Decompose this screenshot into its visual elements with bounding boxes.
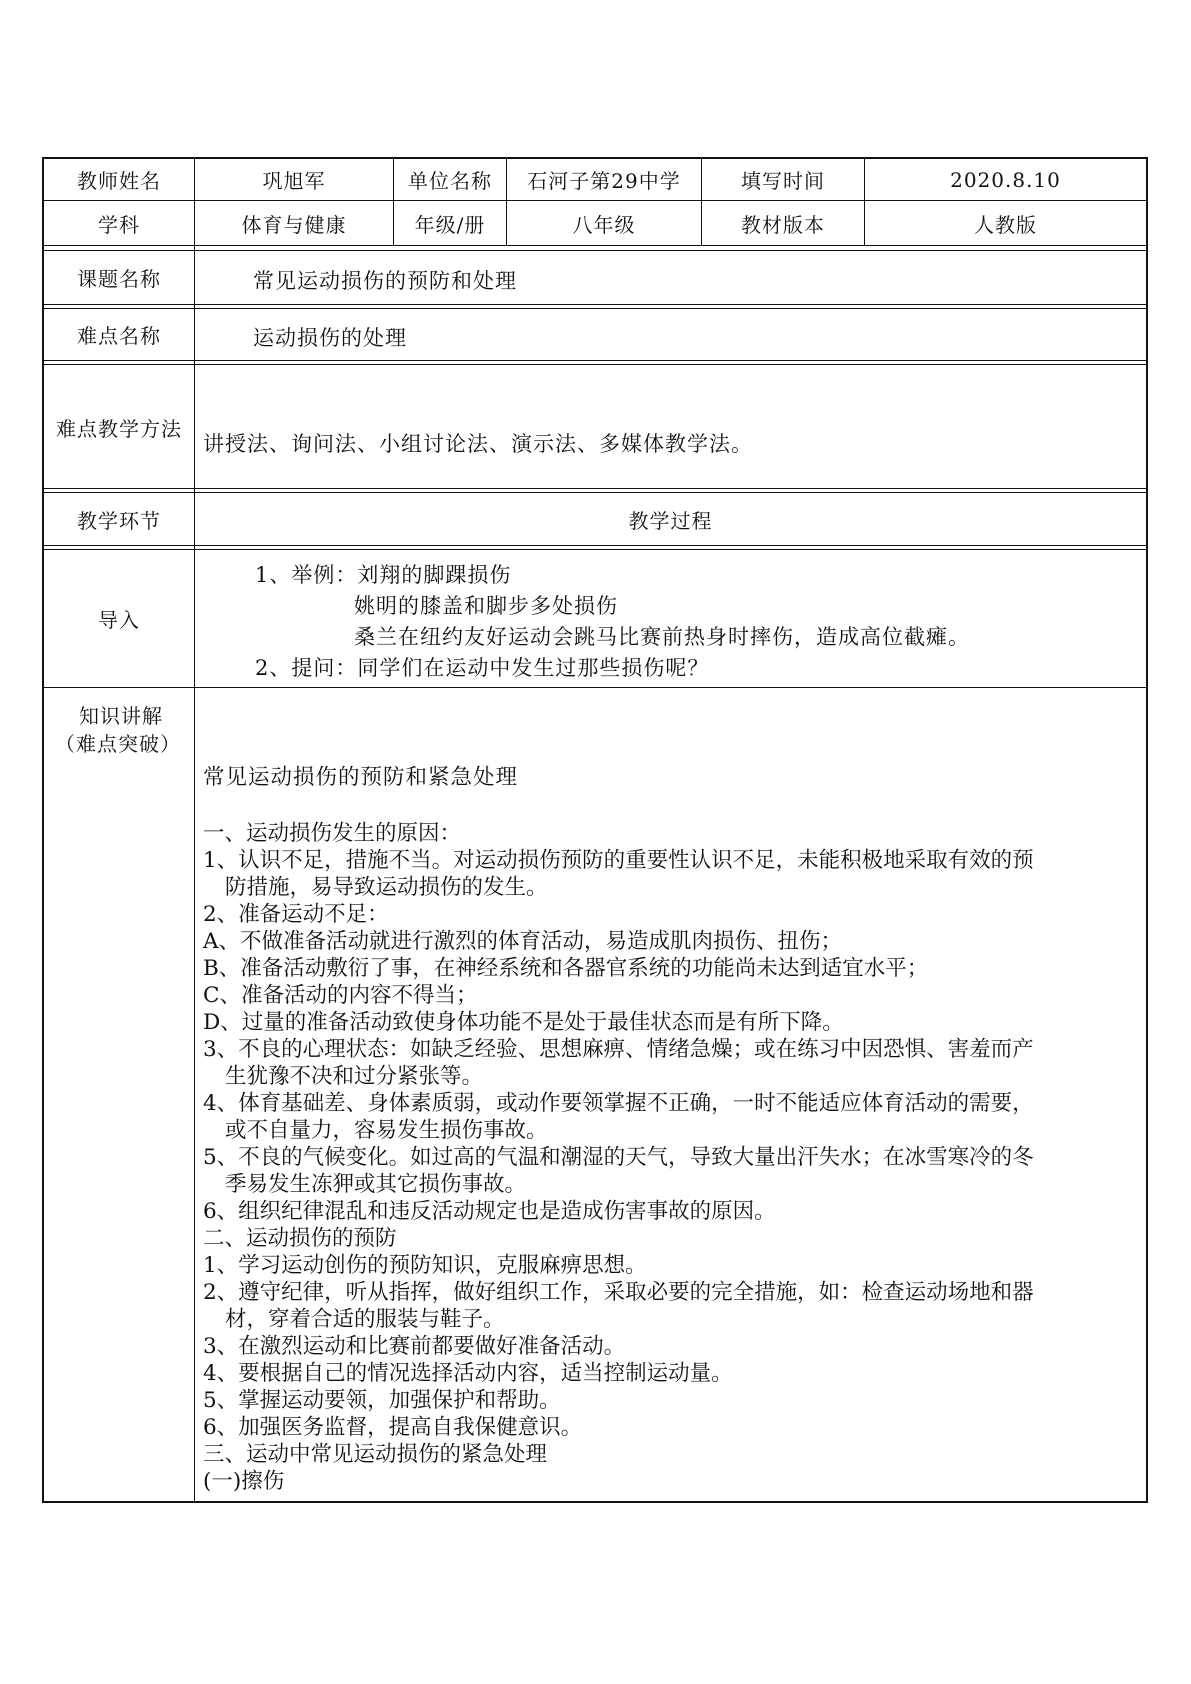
knowledge-title: 常见运动损伤的预防和紧急处理	[203, 765, 519, 790]
row-divider	[42, 549, 1148, 550]
unit-name-value: 石河子第29中学	[527, 169, 681, 193]
method-value: 讲授法、询问法、小组讨论法、演示法、多媒体教学法。	[203, 432, 753, 456]
body-line: 二、运动损伤的预防	[203, 1226, 397, 1251]
grade-value: 八年级	[572, 212, 636, 237]
subject-label: 学科	[98, 212, 140, 237]
body-line: 6、组织纪律混乱和违反活动规定也是造成伤害事故的原因。	[203, 1199, 776, 1224]
row-divider	[42, 245, 1148, 246]
edition-value: 人教版	[974, 212, 1037, 237]
row-divider	[42, 488, 1148, 489]
body-line: 或不自量力，容易发生损伤事故。	[225, 1118, 548, 1143]
method-label: 难点教学方法	[56, 417, 182, 441]
body-line: D、过量的准备活动致使身体功能不是处于最佳状态而是有所下降。	[203, 1010, 844, 1035]
body-line: (一)擦伤	[203, 1469, 285, 1494]
knowledge-label: 知识讲解	[79, 704, 163, 728]
body-line: 材，穿着合适的服装与鞋子。	[225, 1307, 505, 1332]
body-line: 3、不良的心理状态：如缺乏经验、思想麻痹、情绪急燥；或在练习中因恐惧、害羞而产	[203, 1037, 1034, 1062]
body-line: 1、认识不足，措施不当。对运动损伤预防的重要性认识不足，未能积极地采取有效的预	[203, 848, 1034, 873]
body-line: 6、加强医务监督，提高自我保健意识。	[203, 1415, 583, 1440]
fill-date-value: 2020.8.10	[950, 167, 1061, 192]
body-line: 2、遵守纪律，听从指挥，做好组织工作，采取必要的完全措施，如：检查运动场地和器	[203, 1280, 1034, 1305]
teaching-stage-label: 教学环节	[77, 508, 161, 533]
fill-date-label: 填写时间	[741, 169, 825, 193]
column-divider	[194, 157, 195, 1503]
difficulty-label: 难点名称	[77, 324, 161, 348]
body-line: 4、体育基础差、身体素质弱，或动作要领掌握不正确，一时不能适应体育活动的需要，	[203, 1091, 1034, 1116]
body-line: 2、准备运动不足：	[203, 902, 389, 927]
grade-label: 年级/册	[414, 212, 486, 237]
body-line: 5、不良的气候变化。如过高的气温和潮湿的天气，导致大量出汗失水；在冰雪寒冷的冬	[203, 1145, 1034, 1170]
intro-line: 1、举例：刘翔的脚踝损伤	[255, 563, 512, 587]
row-divider	[42, 250, 1148, 251]
body-line: 一、运动损伤发生的原因：	[203, 821, 462, 846]
body-line: A、不做准备活动就进行激烈的体育活动，易造成肌肉损伤、扭伤；	[203, 929, 843, 954]
teaching-process-label: 教学过程	[628, 508, 713, 533]
row-divider	[42, 360, 1148, 361]
body-line: 季易发生冻狎或其它损伤事故。	[225, 1172, 527, 1197]
teacher-name-label: 教师姓名	[77, 169, 161, 193]
row-divider	[42, 545, 1148, 546]
body-line: 防措施，易导致运动损伤的发生。	[225, 875, 548, 900]
body-line: C、准备活动的内容不得当；	[203, 983, 478, 1008]
body-line: 1、学习运动创伤的预防知识，克服麻痹思想。	[203, 1253, 647, 1278]
body-line: 5、掌握运动要领，加强保护和帮助。	[203, 1388, 561, 1413]
row-divider	[42, 304, 1148, 305]
body-line: 4、要根据自己的情况选择活动内容，适当控制运动量。	[203, 1361, 733, 1386]
knowledge-body	[203, 820, 1143, 1495]
intro-line: 2、提问：同学们在运动中发生过那些损伤呢？	[255, 656, 710, 680]
knowledge-sublabel: （难点突破）	[55, 732, 181, 756]
difficulty-value: 运动损伤的处理	[253, 326, 407, 350]
topic-label: 课题名称	[77, 267, 161, 291]
teacher-name-value: 巩旭军	[262, 169, 326, 193]
intro-line: 桑兰在纽约友好运动会跳马比赛前热身时摔伤，造成高位截瘫。	[354, 625, 970, 649]
subject-value: 体育与健康	[241, 212, 347, 237]
body-line: 三、运动中常见运动损伤的紧急处理	[203, 1442, 548, 1467]
body-line: 3、在激烈运动和比赛前都要做好准备活动。	[203, 1334, 626, 1359]
body-line: B、准备活动敷衍了事，在神经系统和各器官系统的功能尚未达到适宜水平；	[203, 956, 929, 981]
edition-label: 教材版本	[741, 212, 825, 237]
intro-line: 姚明的膝盖和脚步多处损伤	[354, 594, 618, 618]
topic-value: 常见运动损伤的预防和处理	[253, 269, 517, 293]
unit-name-label: 单位名称	[408, 169, 492, 193]
row-divider	[42, 687, 1148, 688]
row-divider	[42, 308, 1148, 309]
intro-label: 导入	[98, 608, 140, 632]
row-divider	[42, 364, 1148, 365]
body-line: 生犹豫不决和过分紧张等。	[225, 1064, 484, 1089]
